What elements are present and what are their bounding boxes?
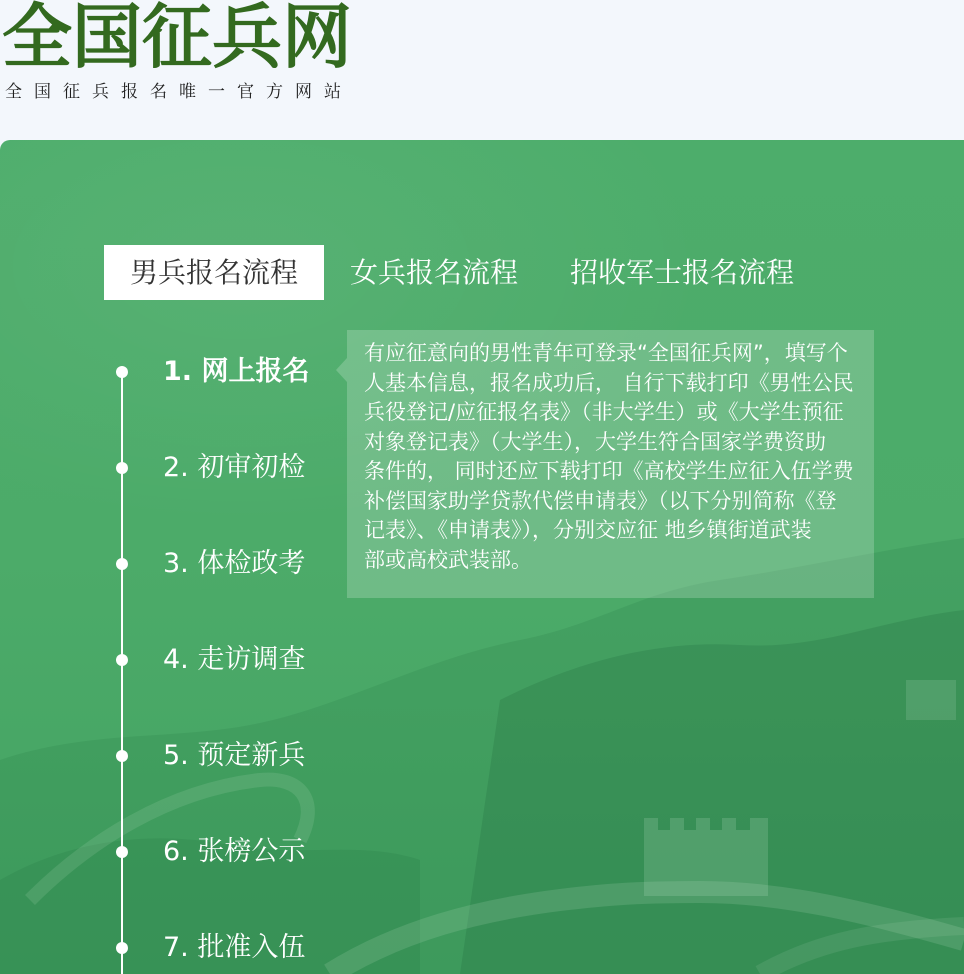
enlistment-process-panel [0, 140, 964, 974]
step-label: 3. 体检政考 [163, 548, 306, 579]
site-header [0, 0, 964, 140]
timeline-dot [116, 366, 128, 378]
detail-text-line: 记表》、《申请表》），分别交应征 地乡镇街道武装 [364, 518, 812, 542]
detail-text-line: 对象登记表》（大学生），大学生符合国家学费资助 [364, 429, 826, 454]
step-preliminary-review[interactable] [0, 448, 330, 488]
detail-text-line: 有应征意向的男性青年可登录“全国征兵网”，填写个 [364, 341, 848, 365]
step-public-notice[interactable] [0, 832, 330, 872]
detail-text-line: 部或高校武装部。 [364, 547, 532, 572]
timeline-dot [116, 462, 128, 474]
detail-pointer-arrow [336, 358, 347, 382]
tab-female-enlistment[interactable]: 女兵报名流程 [350, 256, 519, 289]
step-medical-political-check[interactable] [0, 544, 330, 584]
step-online-registration[interactable] [0, 352, 330, 392]
timeline-dot [116, 654, 128, 666]
process-steps [0, 352, 330, 968]
step-label: 4. 走访调查 [163, 644, 306, 675]
tab-male-enlistment[interactable]: 男兵报名流程 [104, 245, 324, 300]
step-label: 2. 初审初检 [163, 452, 306, 483]
step-label: 1. 网上报名 [163, 356, 310, 387]
timeline-dot [116, 558, 128, 570]
detail-text-line: 条件的， 同时还应下载打印《高校学生应征入伍学费 [364, 459, 854, 483]
step-preselection[interactable] [0, 736, 330, 776]
timeline-dot [116, 942, 128, 954]
step-home-visit[interactable] [0, 640, 330, 680]
detail-text-line: 补偿国家助学贷款代偿申请表》（以下分别简称《登 [364, 488, 837, 513]
step-label: 5. 预定新兵 [163, 740, 306, 771]
step-label: 7. 批准入伍 [163, 932, 306, 963]
detail-text-line: 人基本信息，报名成功后， 自行下载打印《男性公民 [364, 370, 854, 395]
watchtower-far [906, 680, 956, 720]
step-approved-enlistment[interactable] [0, 928, 330, 968]
detail-text-line: 兵役登记/应征报名表》（非大学生）或《大学生预征 [364, 400, 844, 424]
tab-nco-recruitment[interactable]: 招收军士报名流程 [570, 256, 795, 289]
process-tabs [104, 245, 820, 300]
timeline-dot [116, 846, 128, 858]
step-detail-box [347, 330, 874, 598]
site-logo[interactable]: 全国征兵网 [2, 0, 352, 78]
site-tagline: 全国征兵报名唯一官方网站 [5, 82, 353, 102]
timeline-dot [116, 750, 128, 762]
step-label: 6. 张榜公示 [163, 836, 306, 867]
